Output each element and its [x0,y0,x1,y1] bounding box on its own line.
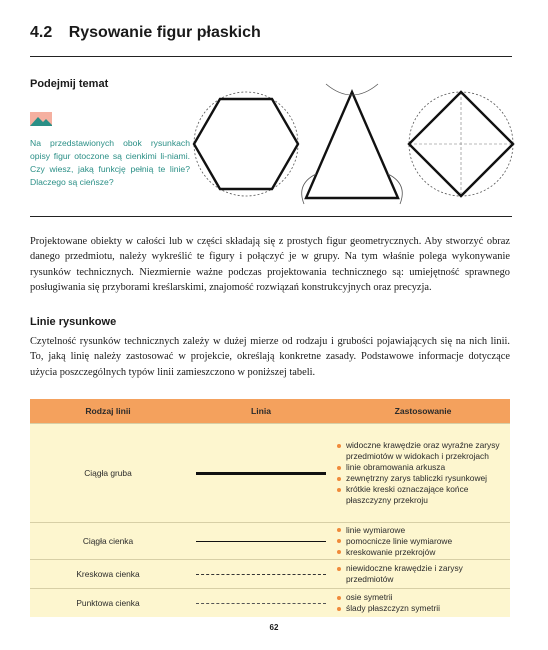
usage-item: pomocnicze linie wymiarowe [336,536,510,547]
page-number: 62 [269,623,279,632]
usage-item: widoczne krawędzie oraz wyraźne zarysy przedmiotów w widokach i przekrojach [336,440,510,462]
header-line-type: Rodzaj linii [30,399,186,424]
subheading-linie: Linie rysunkowe [30,316,117,328]
body-paragraph-2: Czytelność rysunków technicznych zależy w dużej mierze od rodzaju i grubości pojawiających się na nich linii. To, jaką linię należy zastosować w projekcie, określają konkretne zasady. Podstawowe informacje dotyczące użycia poszczególnych typów linii zamieszczono w poniższej tabeli. [30,336,510,378]
dashed-line-sample [196,574,326,575]
hexagon-figure [194,92,298,196]
usage-item: ślady płaszczyzn symetrii [336,603,510,614]
header-rule [30,56,512,57]
table-row [30,589,510,618]
thick-line-sample [196,472,326,475]
section-number: 4.2 [30,24,53,41]
usage-item: krótkie kreski oznaczające końce płaszczyzny przekroju [336,484,510,506]
line-types-table [30,399,510,617]
thin-line-sample [196,541,326,542]
square-in-circle-figure [409,92,513,196]
usage-item: osie symetrii [336,592,510,603]
line-name: Kreskowa cienka [30,560,186,589]
body-paragraph-1: Projektowane obiekty w całości lub w części składają się z prostych figur geometrycznych. Aby stworzyć obraz danego przedmiotu, należy wykreślić te figury i połączyć je w grupy. Na tym właśnie polega wykonywanie rysunków technicznych. Niezmiernie ważne podczas projektowania technicznego są: umiejętność sprawnego posługiwania się przyborami kreślarskimi, znajomość rozwiązań konstrukcyjnych oraz precyzja. [30,236,510,294]
dotted-line-sample [196,603,326,604]
intro-rule [30,216,512,217]
table-header-row [30,399,510,424]
intro-heading: Podejmij temat [30,78,109,90]
line-name: Punktowa cienka [30,589,186,618]
landscape-icon [30,112,52,126]
header-usage: Zastosowanie [336,399,510,424]
header-line: Linia [186,399,336,424]
usage-item: linie wymiarowe [336,525,510,536]
section-title: Rysowanie figur płaskich [68,24,261,41]
line-name: Ciągła gruba [30,424,186,523]
intro-text: Na przedstawionych obok rysunkach opisy figur otoczone są cienkimi li-niami. Czy wiesz, jaką funkcję pełnią te linie? Dlaczego są cieńsze? [30,138,190,187]
table-row [30,523,510,560]
section-header [30,24,512,42]
usage-item: zewnętrzny zarys tabliczki rysunkowej [336,473,510,484]
intro-box [30,78,190,189]
geometric-figures-illustration [186,74,516,214]
line-name: Ciągła cienka [30,523,186,560]
triangle-figure [302,84,403,204]
table-row [30,424,510,523]
usage-item: niewidoczne krawędzie i zarysy przedmiotów [336,563,510,585]
table-row [30,560,510,589]
usage-item: linie obramowania arkusza [336,462,510,473]
usage-item: kreskowanie przekrojów [336,547,510,558]
